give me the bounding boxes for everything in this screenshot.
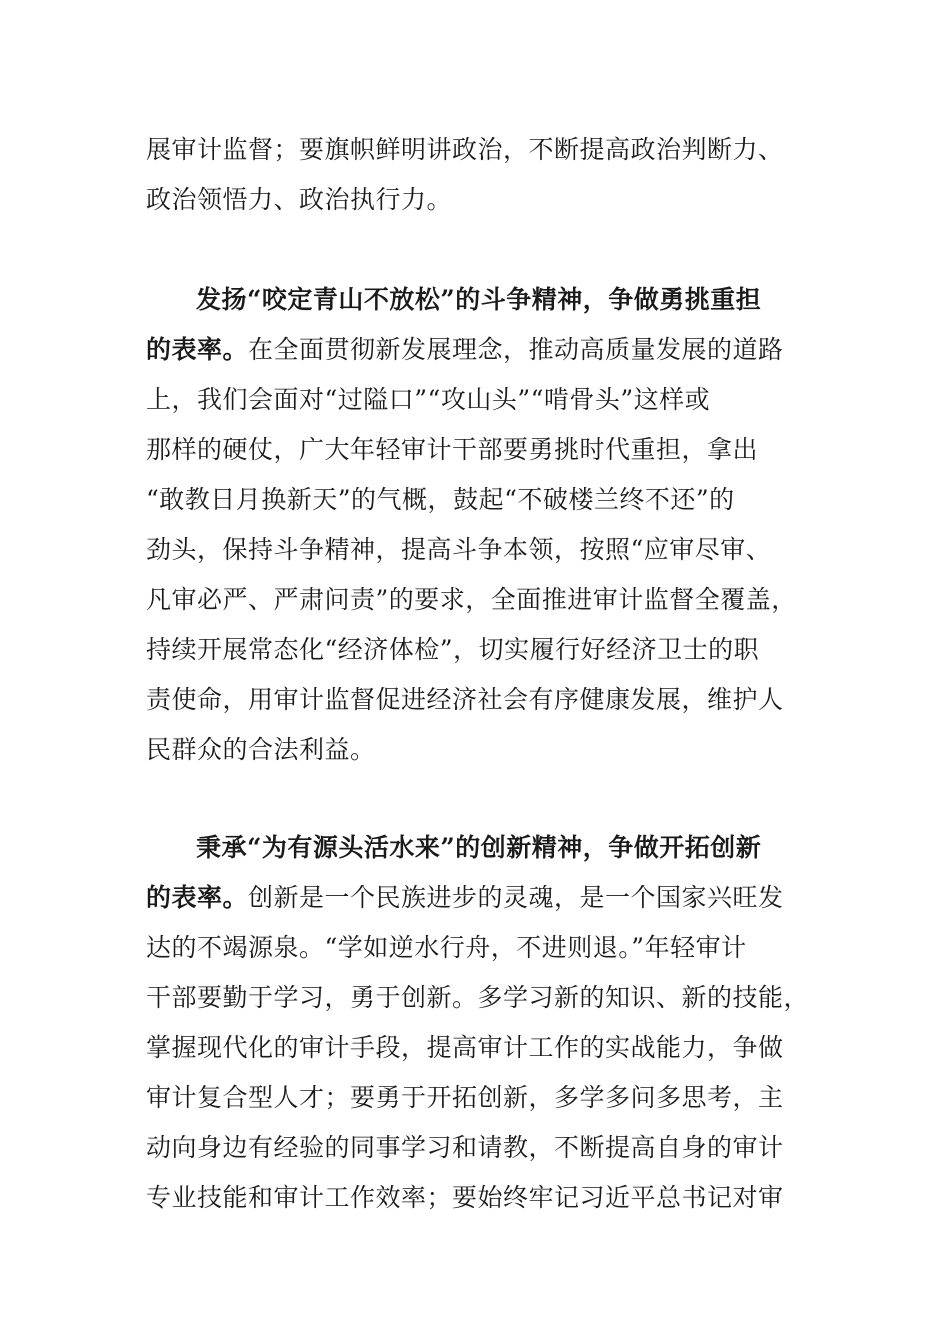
paragraph-1: [146, 125, 806, 225]
text-line: 审计复合型人才；要勇于开拓创新，多学多问多思考，主: [146, 1083, 784, 1112]
text-run: 在全面贯彻新发展理念，推动高质量发展的道路: [248, 335, 784, 364]
paragraph-heading: 的表率。: [146, 335, 249, 364]
text-line: 民群众的合法利益。: [146, 735, 376, 764]
text-line: 专业技能和审计工作效率；要始终牢记习近平总书记对审: [146, 1183, 784, 1212]
text-line: 掌握现代化的审计手段，提高审计工作的实战能力，争做: [146, 1033, 784, 1062]
text-line: 干部要勤于学习，勇于创新。多学习新的知识、新的技能，: [146, 983, 810, 1012]
paragraph-heading: 发扬“咬定青山不放松”的斗争精神，争做勇挑重担: [196, 285, 762, 314]
text-line: [146, 823, 806, 873]
text-line: [146, 275, 806, 325]
text-line: [146, 873, 806, 923]
text-line: 达的不竭源泉。“学如逆水行舟，不进则退。”年轻审计: [146, 933, 747, 962]
text-line: 展审计监督；要旗帜鲜明讲政治，不断提高政治判断力、: [146, 135, 784, 164]
paragraph-2: [146, 275, 806, 775]
text-line: 凡审必严、严肃问责”的要求，全面推进审计监督全覆盖，: [146, 585, 797, 614]
text-run: 创新是一个民族进步的灵魂，是一个国家兴旺发: [248, 883, 784, 912]
text-line: 责使命，用审计监督促进经济社会有序健康发展，维护人: [146, 685, 784, 714]
text-line: 那样的硬仗，广大年轻审计干部要勇挑时代重担，拿出: [146, 435, 759, 464]
paragraph-heading: 的表率。: [146, 883, 249, 912]
paragraph-3: [146, 823, 810, 1223]
text-line: 政治领悟力、政治执行力。: [146, 185, 453, 214]
text-line: 动向身边有经验的同事学习和请教，不断提高自身的审计: [146, 1133, 784, 1162]
text-line: 劲头，保持斗争精神，提高斗争本领，按照“应审尽审、: [146, 535, 772, 564]
text-line: 上，我们会面对“过隘口”“攻山头”“啃骨头”这样或: [146, 385, 711, 414]
text-line: 持续开展常态化“经济体检”，切实履行好经济卫士的职: [146, 635, 760, 664]
text-line: “敢教日月换新天”的气概，鼓起“不破楼兰终不还”的: [146, 485, 735, 514]
text-line: [146, 325, 806, 375]
paragraph-heading: 秉承“为有源头活水来”的创新精神，争做开拓创新: [196, 833, 762, 862]
